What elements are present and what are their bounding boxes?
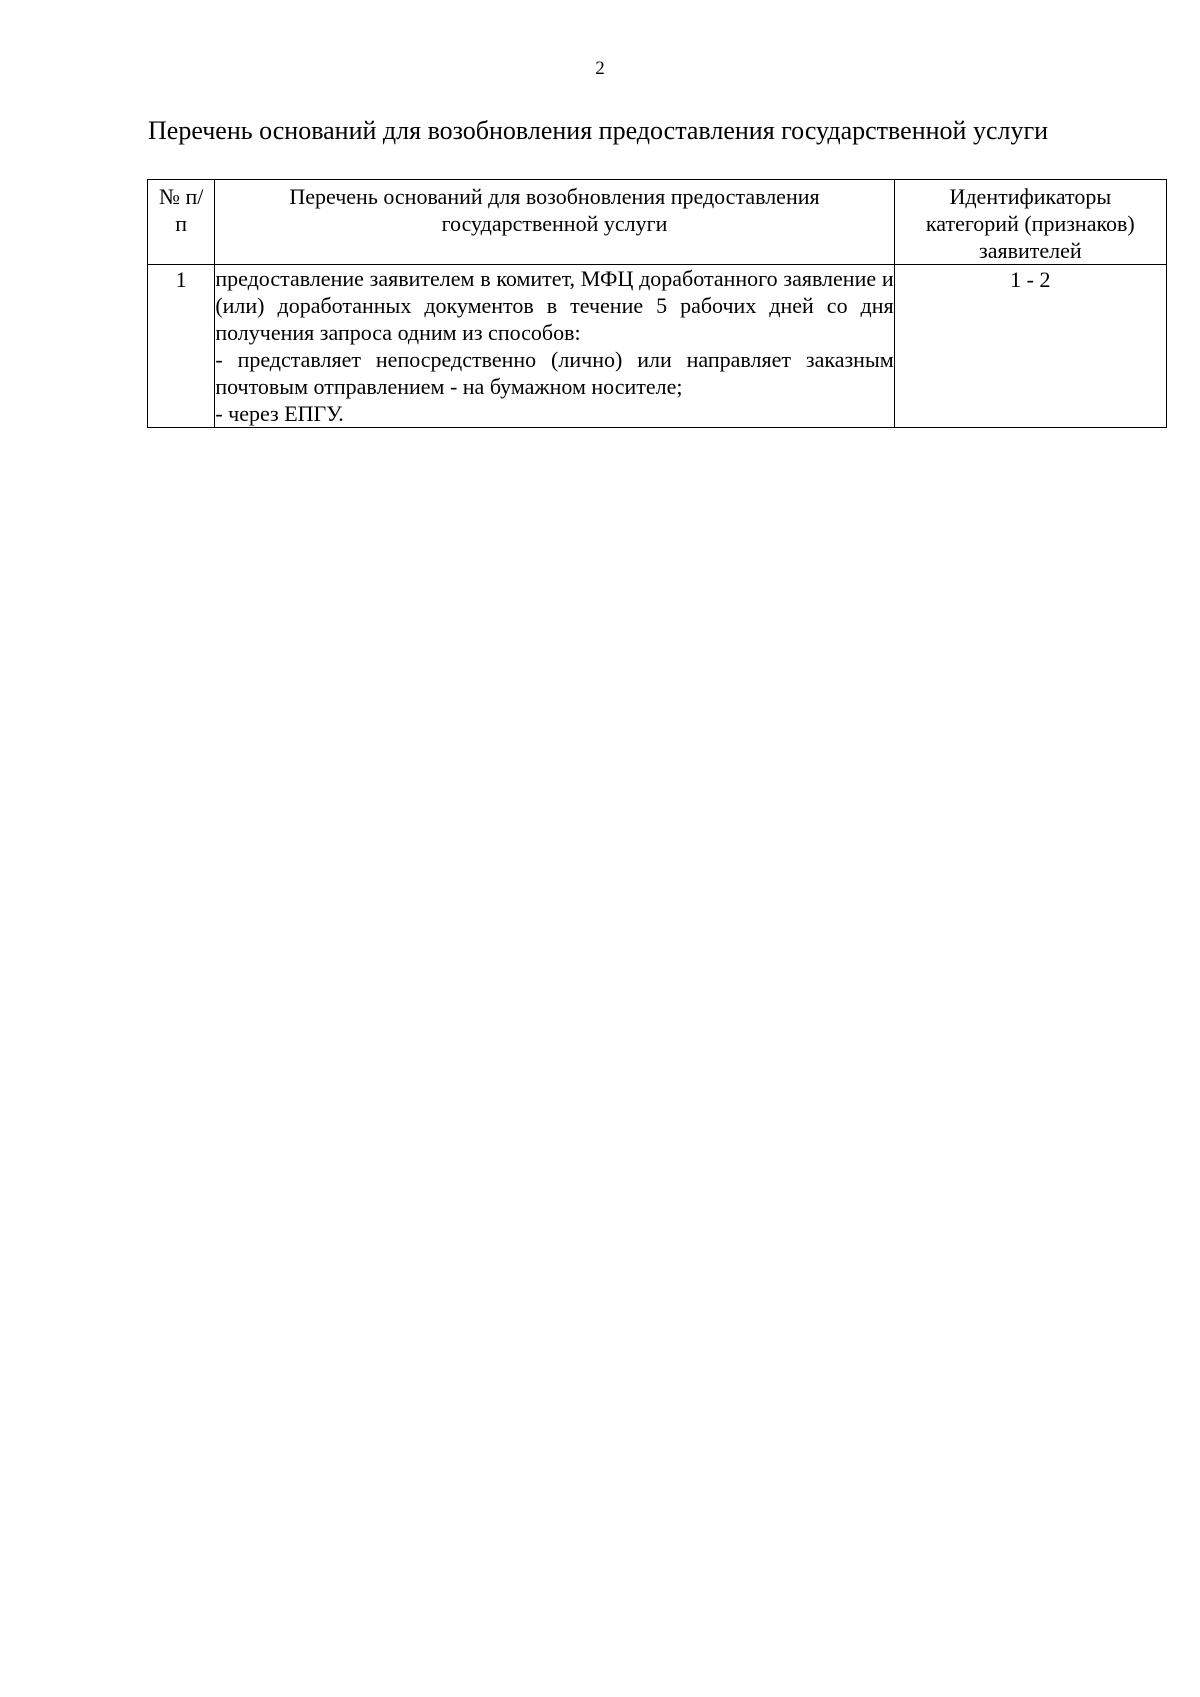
header-number-cell — [148, 180, 215, 265]
page-number: 2 — [595, 58, 605, 79]
grounds-option-paper: - представляет непосредственно (лично) или направляет заказным почтовым отправлением - на бумажном носителе; — [215, 347, 894, 399]
grounds-table — [147, 179, 1167, 428]
table-header-row — [148, 180, 1167, 265]
document-title: Перечень оснований для возобновления предоставления государственной услуги — [148, 116, 1049, 145]
row-identifiers: 1 - 2 — [1010, 267, 1051, 292]
header-number-label: № п/п — [158, 184, 204, 236]
row-identifiers-cell — [894, 265, 1166, 428]
row-number-cell — [148, 265, 215, 428]
header-grounds-cell — [215, 180, 894, 265]
grounds-intro-text: предоставление заявителем в комитет, МФЦ доработанного заявление и (или) доработанных документов в течение 5 рабочих дней со дня получения запроса одним из способов: — [215, 266, 894, 345]
header-identifiers-cell — [894, 180, 1166, 265]
grounds-option-epgu: - через ЕПГУ. — [215, 401, 344, 426]
row-number: 1 — [175, 267, 187, 292]
row-grounds-cell — [215, 265, 894, 428]
table-row — [148, 265, 1167, 428]
header-identifiers-label: Идентификаторы категорий (признаков) заявителей — [925, 184, 1135, 263]
header-grounds-label: Перечень оснований для возобновления предоставления государственной услуги — [289, 184, 820, 236]
